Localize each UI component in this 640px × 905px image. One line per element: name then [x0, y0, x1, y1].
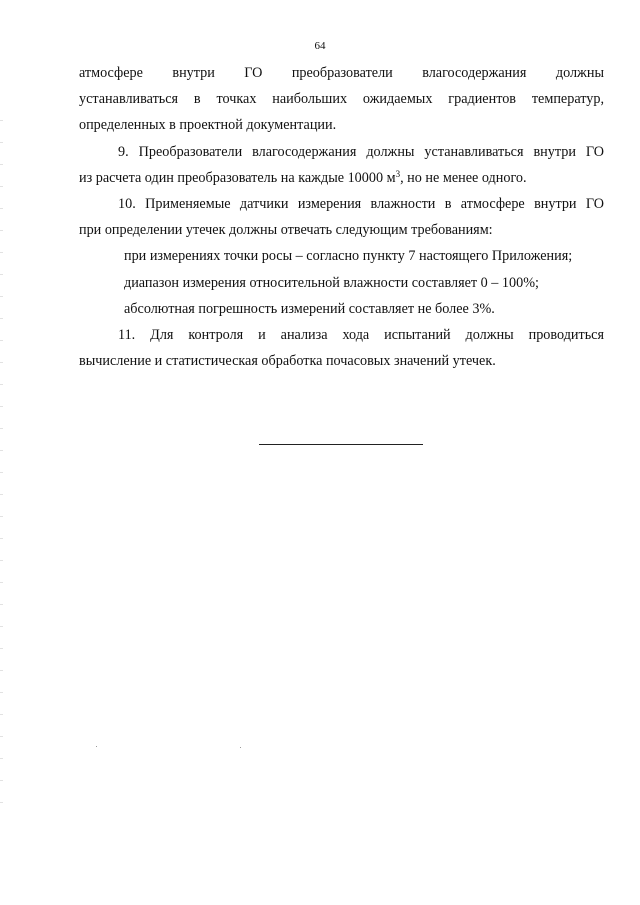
paragraph-9-text: из расчета один преобразователь на каждые 10000 м — [79, 169, 396, 186]
page-number: 64 — [314, 40, 326, 52]
paragraph-11-line-1: 11. Для контроля и анализа хода испытаний должны проводиться — [118, 327, 604, 344]
requirement-item-accuracy: абсолютная погрешность измерений составляет не более 3%. — [124, 300, 495, 317]
paragraph-9-line-1: 9. Преобразователи влагосодержания должны устанавливаться внутри ГО — [118, 143, 604, 160]
requirement-item-dew-point: при измерениях точки росы – согласно пункту 7 настоящего Приложения; — [124, 248, 573, 265]
scan-speck — [96, 746, 97, 747]
paragraph-10-line-2: при определении утечек должны отвечать следующим требованиям: — [79, 222, 493, 239]
paragraph-continuation-line-2: устанавливаться в точках наибольших ожидаемых градиентов температур, — [79, 91, 604, 108]
paragraph-9-text-end: , но не менее одного. — [400, 169, 527, 186]
superscript-cubic: 3 — [395, 168, 401, 179]
paragraph-11-line-2: вычисление и статистическая обработка почасовых значений утечек. — [79, 353, 496, 370]
paragraph-continuation-line-1: атмосфере внутри ГО преобразователи влагосодержания должны — [79, 65, 604, 81]
requirement-item-humidity-range: диапазон измерения относительной влажности составляет 0 – 100%; — [124, 274, 539, 291]
paragraph-10-line-1: 10. Применяемые датчики измерения влажности в атмосфере внутри ГО — [118, 196, 604, 213]
end-of-document-rule — [259, 444, 423, 445]
scan-speck — [240, 747, 241, 748]
paragraph-9-line-2 — [79, 165, 604, 191]
scan-margin-artifact — [0, 120, 3, 820]
paragraph-continuation-line-3: определенных в проектной документации. — [79, 117, 337, 134]
document-body — [79, 60, 604, 374]
